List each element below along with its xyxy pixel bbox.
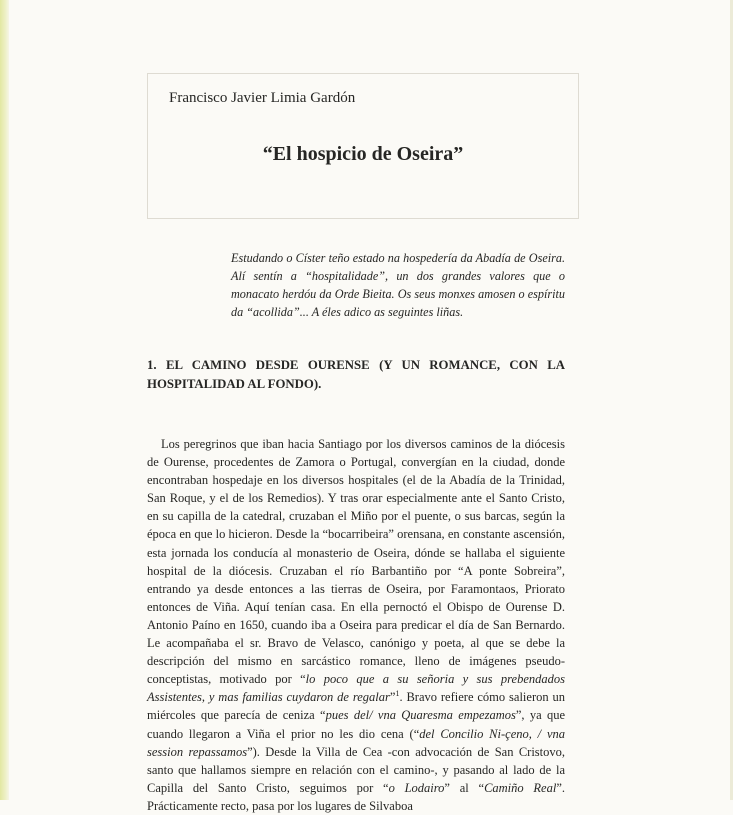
epigraph: Estudando o Císter teño estado na hospedería da Abadía de Oseira. Alí sentín a “hospitalidade”, un dos grandes valores que o monacato herdóu da Orde Bieita. Os seus monxes amosen o espíritu da “acollida”... A éles adico as seguintes liñas. (231, 251, 565, 319)
text-run: ”. Prácticamente recto, pasa por los lugares de Silvaboa (147, 780, 566, 813)
body-paragraph (147, 435, 565, 815)
text-run: ”, ya que cuando llegaron a Viña el prior no les dio cena (“ (147, 708, 566, 741)
italic-quote: pues del/ vna Quaresma empezamos (325, 708, 516, 723)
italic-quote: o Lodairo (388, 780, 445, 795)
italic-quote: lo poco que a su señoria y sus prebendados Assistentes, y mas familias cuydaron de regalar (147, 672, 565, 705)
text-run: ” al “ (444, 780, 485, 795)
text-run: ” (389, 690, 396, 705)
italic-quote: del Concilio Ni-çeno, / vna session repassamos (147, 726, 566, 759)
page-gutter (0, 0, 9, 800)
text-run: ”). Desde la Villa de Cea -con advocación de San Cristovo, santo que hallamos siempre en relación con el camino-, y pasando al lado de la Capilla del Santo Cristo, seguimos por “ (147, 744, 566, 795)
text-run: Los peregrinos que iban hacia Santiago por los diversos caminos de la diócesis de Ourense, procedentes de Zamora o Portugal, convergían en la ciudad, donde encontraban hospedaje en los diversos hospitales (el de la Abadía de la Trinidad, San Roque, y el de los Remedios). Y tras orar especialmente ante el Santo Cristo, en su capilla de la catedral, cruzaban el Miño por el puente, o sus barcas, según la época en que lo hicieron. Desde la “bocarribeira” orensana, en constante ascensión, esta jornada los conducía al monasterio de Oseira, dónde se hallaba el siguiente hospital de la diócesis. Cruzaban el río Barbantiño por “A ponte Sobreira”, entrando ya desde entonces a las tierras de Oseira, por Faramontaos, Priorato entonces de Viña. Aquí tenían casa. En ella pernoctó el Obispo de Ourense D. Antonio Paíno en 1650, cuando iba a Oseira para predicar el día de San Bernardo. Le acompañaba el sr. Bravo de Velasco, canónigo y poeta, al que se debe la descripción del mismo en sarcástico romance, lleno de imágenes pseudo-conceptistas, motivado por “ (147, 437, 565, 687)
italic-quote: Camiño Real (484, 780, 557, 795)
article-title: “El hospicio de Oseira” (262, 143, 464, 165)
section-heading: 1. EL CAMINO DESDE OURENSE (Y UN ROMANCE, CON LA HOSPITALIDAD AL FONDO). (147, 358, 565, 391)
author-name: Francisco Javier Limia Gardón (169, 90, 356, 106)
footnote-mark: 1 (395, 689, 400, 699)
text-run: . Bravo refiere cómo salieron un miércoles que parecía de ceniza “ (147, 690, 565, 723)
